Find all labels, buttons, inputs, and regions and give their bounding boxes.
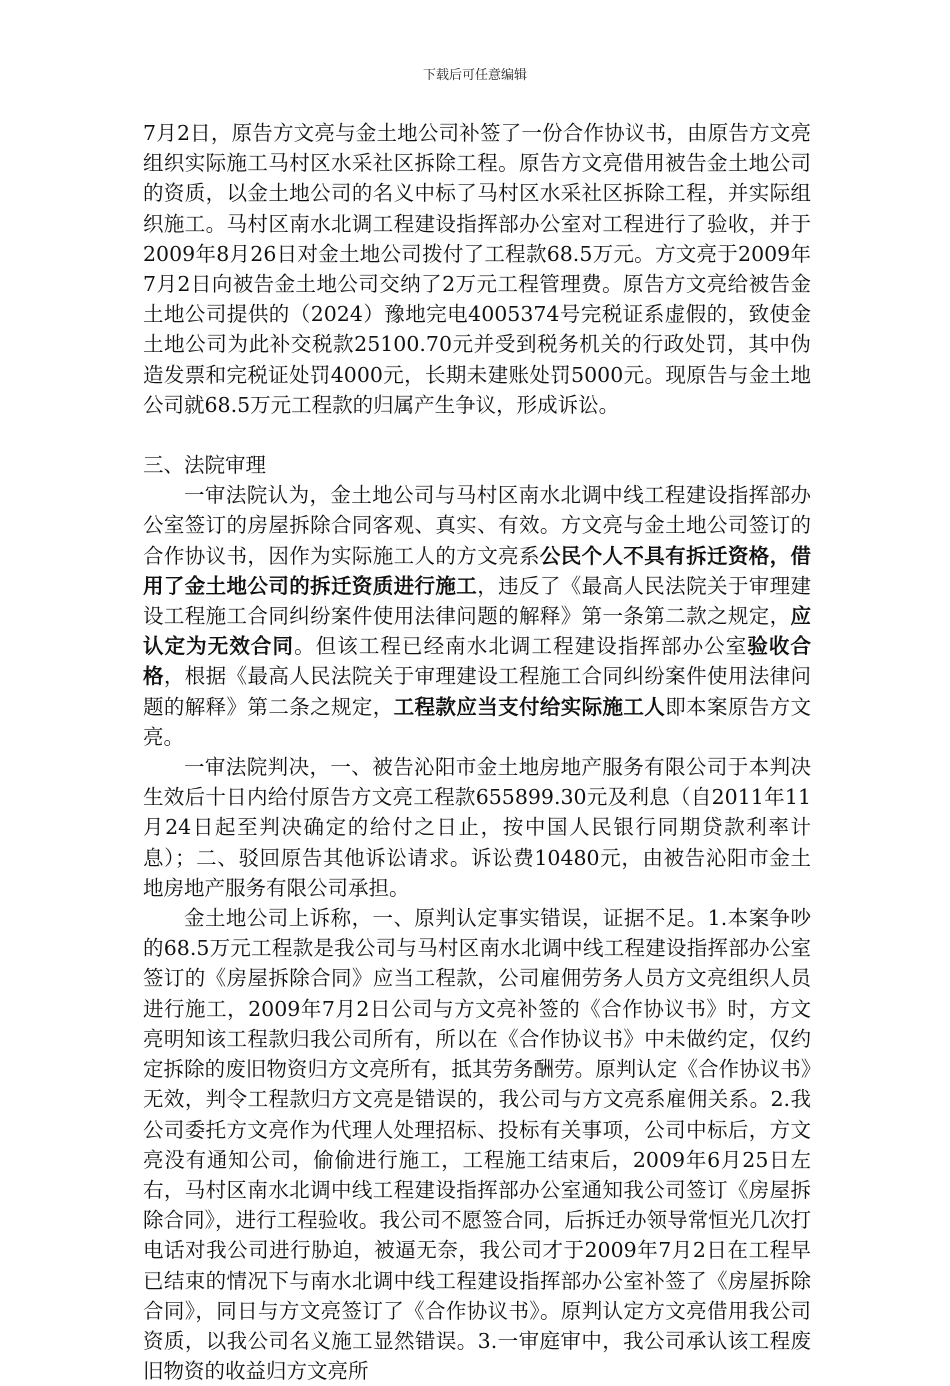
court-opinion-bold-4: 工程款应当支付给实际施工人 — [393, 694, 666, 719]
page-header-note: 下载后可任意编辑 — [422, 68, 527, 83]
court-opinion-text-2: ，违反了《最高人民法院关于审理建设工程施工合同纠纷案件使用法律问题的解释》第一条第二款之规定， — [143, 573, 812, 629]
paragraph-judgment: 一审法院判决，一、被告沁阳市金土地房地产服务有限公司于本判决生效后十日内给付原告方文亮工程款655899.30元及利息（自2011年11月24日起至判决确定的给付之日止，按中国人民银行同期贷款利率计息）；二、驳回原告其他诉讼请求。诉讼费10480元，由被告沁阳市金土地房地产服务有限公司承担。 — [143, 755, 811, 900]
section-title: 三、法院审理 — [143, 453, 266, 478]
paragraph-appeal: 金土地公司上诉称，一、原判认定事实错误，证据不足。1.本案争吵的68.5万元工程款是我公司与马村区南水北调中线工程建设指挥部办公室签订的《房屋拆除合同》应当工程款，公司雇佣劳务人员方文亮组织人员进行施工，2009年7月2日公司与方文亮补签的《合作协议书》时，方文亮明知该工程款归我公司所有，所以在《合作协议书》中未做约定，仅约定拆除的废旧物资归方文亮所有，抵其劳务酬劳。原判认定《合作协议书》无效，判令工程款归方文亮是错误的，我公司与方文亮系雇佣关系。2.我公司委托方文亮作为代理人处理招标、投标有关事项，公司中标后，方文亮没有通知公司，偷偷进行施工，工程施工结束后，2009年6月25日左右，马村区南水北调中线工程建设指挥部办公室通知我公司签订《房屋拆除合同》，进行工程验收。我公司不愿签合同，后拆迁办领导常恒光几次打电话对我公司进行胁迫，被逼无奈，我公司才于2009年7月2日在工程早已结束的情况下与南水北调中线工程建设指挥部办公室补签了《房屋拆除合同》，同日与方文亮签订了《合作协议书》。原判认定方文亮借用我公司资质，以我公司名义施工显然错误。3.一审庭审中，我公司承认该工程废旧物资的收益归方文亮所 — [143, 906, 811, 1384]
court-opinion-bold-2: 应认定为无效合同 — [143, 604, 811, 659]
paragraph-facts: 7月2日，原告方文亮与金土地公司补签了一份合作协议书，由原告方文亮组织实际施工马村区水采社区拆除工程。原告方文亮借用被告金土地公司的资质，以金土地公司的名义中标了马村区水采社区拆除工程，并实际组织施工。马村区南水北调工程建设指挥部办公室对工程进行了验收，并于2009年8月26日对金土地公司拨付了工程款68.5万元。方文亮于2009年7月2日向被告金土地公司交纳了2万元工程管理费。原告方文亮给被告金土地公司提供的（2024）豫地完电4005374号完税证系虚假的，致使金土地公司为此补交税款25100.70元并受到税务机关的行政处罚，其中伪造发票和完税证处罚4000元，长期未建账处罚5000元。现原告与金土地公司就68.5万元工程款的归属产生争议，形成诉讼。 — [143, 121, 811, 417]
court-opinion-text-3: 。但该工程已经南水北调工程建设指挥部办公室 — [294, 634, 748, 659]
document-body — [143, 118, 811, 1386]
court-opinion-text-4: ，根据《最高人民法院关于审理建设工程施工合同纠纷案件使用法律问题的解释》第二条之规定， — [143, 664, 812, 719]
paragraph-court-opinion — [143, 480, 811, 752]
court-opinion-bold-1: 公民个人不具有拆迁资格，借用了金土地公司的拆迁资质进行施工 — [143, 543, 812, 598]
court-opinion-text-5: 即本案原告方文亮。 — [143, 694, 812, 749]
paragraph-gap — [143, 420, 811, 450]
court-opinion-bold-3: 验收合格 — [143, 634, 812, 689]
court-opinion-text-1: 一审法院认为，金土地公司与马村区南水北调中线工程建设指挥部办公室签订的房屋拆除合同客观、真实、有效。方文亮与金土地公司签订的合作协议书，因作为实际施工人的方文亮系 — [143, 483, 811, 568]
